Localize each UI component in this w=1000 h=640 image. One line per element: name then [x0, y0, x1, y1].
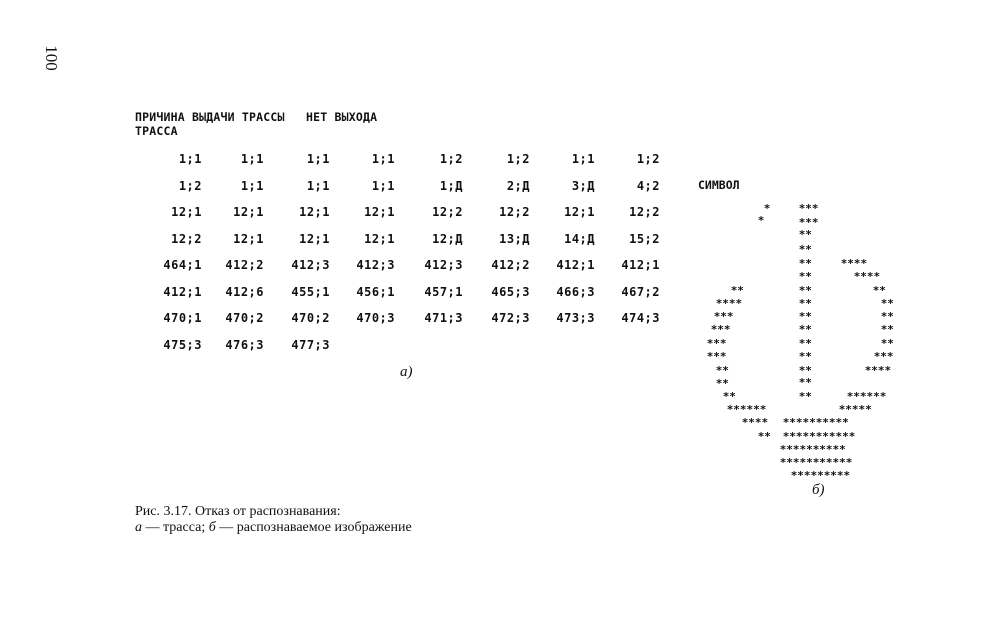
trace-cell: 470;2 — [225, 311, 264, 325]
symbol-asterisk: * — [835, 416, 843, 429]
symbol-asterisk: * — [830, 469, 837, 482]
symbol-asterisk: * — [737, 284, 744, 297]
symbol-asterisk: * — [828, 416, 836, 429]
header-trace-line: ТРАССА — [135, 124, 178, 138]
trace-cell: 474;3 — [621, 311, 660, 325]
trace-cell: 456;1 — [356, 284, 395, 299]
trace-cell: 1;2 — [506, 152, 530, 166]
symbol-asterisk: * — [723, 323, 731, 336]
trace-cell: 12;1 — [171, 205, 202, 219]
trace-cell: 12;1 — [564, 205, 595, 219]
caption-text-a: — трасса; — [142, 520, 209, 535]
symbol-asterisk: * — [832, 443, 840, 456]
trace-cell: 12;1 — [299, 231, 330, 246]
symbol-asterisk: * — [713, 337, 720, 350]
symbol-asterisk: * — [715, 377, 723, 390]
symbol-asterisk: * — [782, 416, 790, 429]
symbol-asterisk: * — [789, 416, 796, 429]
symbol-asterisk: * — [805, 297, 812, 310]
symbol-asterisk: * — [798, 257, 806, 270]
symbol-asterisk: * — [860, 270, 867, 283]
symbol-asterisk: * — [805, 284, 812, 297]
symbol-asterisk: * — [805, 350, 812, 363]
symbol-asterisk: * — [809, 430, 816, 443]
symbol-asterisk: * — [798, 323, 806, 336]
trace-cell: 472;3 — [491, 311, 530, 325]
symbol-asterisk: * — [812, 443, 820, 456]
symbol-asterisk: * — [798, 310, 806, 323]
symbol-asterisk: * — [719, 350, 727, 363]
symbol-asterisk: * — [719, 337, 727, 350]
trace-cell: 412;6 — [225, 284, 264, 299]
symbol-asterisk: * — [795, 430, 803, 443]
panel-a-label: а) — [400, 364, 413, 380]
trace-cell: 475;3 — [163, 337, 202, 352]
symbol-asterisk: * — [865, 403, 872, 416]
symbol-asterisk: * — [851, 403, 859, 416]
symbol-asterisk: * — [790, 469, 798, 482]
symbol-asterisk: * — [815, 430, 823, 443]
symbol-asterisk: * — [789, 430, 796, 443]
symbol-asterisk: * — [845, 456, 853, 469]
header-title-line: ПРИЧИНА ВЫДАЧИ ТРАССЫ НЕТ ВЫХОДА — [135, 110, 378, 124]
symbol-asterisk: * — [730, 284, 738, 297]
trace-table — [150, 146, 670, 362]
symbol-asterisk: * — [846, 390, 854, 403]
symbol-asterisk: * — [798, 364, 806, 377]
trace-cell: 412;2 — [225, 258, 264, 272]
symbol-asterisk: * — [798, 270, 806, 283]
symbol-asterisk: * — [848, 430, 856, 443]
trace-cell: 12;Д — [432, 231, 463, 246]
symbol-asterisk: * — [853, 390, 860, 403]
symbol-asterisk: * — [805, 270, 812, 283]
symbol-asterisk: * — [806, 456, 813, 469]
trace-cell: 467;2 — [621, 284, 660, 299]
symbol-asterisk: * — [722, 377, 729, 390]
trace-cell: 412;3 — [291, 258, 330, 272]
trace-cell: 1;1 — [240, 178, 264, 193]
trace-cell: 12;1 — [233, 231, 264, 246]
trace-cell: 476;3 — [225, 337, 264, 352]
trace-cell: 1;2 — [439, 152, 463, 166]
symbol-asterisk: * — [880, 337, 888, 350]
symbol-asterisk: * — [828, 430, 836, 443]
symbol-asterisk: * — [786, 443, 793, 456]
trace-cell: 465;3 — [491, 284, 530, 299]
symbol-asterisk: * — [842, 416, 849, 429]
symbol-asterisk: * — [805, 243, 812, 256]
symbol-asterisk: * — [805, 364, 812, 377]
symbol-asterisk: * — [713, 350, 720, 363]
trace-cell: 1;Д — [439, 178, 463, 193]
symbol-asterisk: * — [815, 416, 823, 429]
symbol-asterisk: * — [838, 403, 846, 416]
symbol-asterisk: * — [806, 443, 813, 456]
trace-cell: 12;2 — [432, 205, 463, 219]
symbol-asterisk: * — [726, 310, 734, 323]
symbol-asterisk: * — [880, 310, 888, 323]
trace-cell: 1;1 — [371, 152, 395, 166]
trace-cell: 12;2 — [499, 205, 530, 219]
symbol-asterisk: * — [843, 469, 851, 482]
caption-text-b: — распознаваемое изображение — [215, 520, 412, 535]
caption-title: Рис. 3.17. Отказ от распознавания: — [135, 504, 341, 519]
symbol-asterisk: * — [733, 403, 740, 416]
symbol-asterisk: * — [871, 364, 878, 377]
trace-cell: 477;3 — [291, 337, 330, 352]
symbol-title: СИМВОЛ — [698, 178, 740, 192]
symbol-asterisk: * — [802, 416, 810, 429]
symbol-asterisk: * — [803, 469, 811, 482]
symbol-asterisk: * — [805, 390, 812, 403]
symbol-asterisk: * — [884, 364, 892, 377]
trace-cell: 3;Д — [571, 178, 595, 193]
symbol-asterisk: * — [798, 350, 806, 363]
trace-cell: 12;1 — [299, 205, 330, 219]
symbol-asterisk: * — [728, 297, 736, 310]
symbol-asterisk: * — [799, 443, 807, 456]
symbol-asterisk: * — [715, 364, 723, 377]
symbol-asterisk: * — [805, 228, 812, 241]
symbol-asterisk: * — [879, 284, 886, 297]
symbol-asterisk: * — [810, 469, 818, 482]
symbol-asterisk: * — [761, 416, 769, 429]
symbol-asterisk: * — [805, 323, 812, 336]
symbol-asterisk: * — [757, 214, 765, 227]
trace-cell: 15;2 — [629, 231, 660, 246]
symbol-asterisk: * — [819, 456, 826, 469]
symbol-asterisk: * — [805, 376, 812, 389]
symbol-asterisk: * — [839, 443, 846, 456]
caption-letter-a: а — [135, 520, 142, 535]
trace-cell: 13;Д — [499, 231, 530, 246]
trace-cell: 1;1 — [178, 152, 202, 166]
symbol-asterisk: * — [798, 284, 806, 297]
symbol-asterisk: * — [798, 337, 806, 350]
trace-cell: 1;2 — [178, 178, 202, 193]
trace-cell: 471;3 — [424, 311, 463, 325]
symbol-asterisk: * — [786, 456, 793, 469]
trace-cell: 1;1 — [306, 178, 330, 193]
symbol-asterisk: * — [845, 403, 852, 416]
figure-caption — [135, 504, 412, 536]
symbol-asterisk: * — [812, 456, 820, 469]
symbol-asterisk: * — [880, 297, 888, 310]
page-number: 100 — [41, 45, 61, 71]
trace-cell: 412;1 — [556, 258, 595, 272]
trace-cell: 466;3 — [556, 284, 595, 299]
symbol-asterisk: * — [798, 216, 806, 229]
trace-cell: 412;3 — [356, 258, 395, 272]
symbol-asterisk: * — [722, 364, 729, 377]
symbol-asterisk: * — [729, 390, 736, 403]
symbol-asterisk: * — [779, 456, 787, 469]
symbol-asterisk: * — [722, 390, 730, 403]
symbol-asterisk: * — [811, 202, 819, 215]
trace-cell: 470;1 — [163, 311, 202, 325]
symbol-asterisk: * — [722, 297, 729, 310]
symbol-asterisk: * — [713, 310, 721, 323]
trace-cell: 1;1 — [371, 178, 395, 193]
symbol-asterisk: * — [880, 323, 888, 336]
symbol-asterisk: * — [805, 202, 812, 215]
trace-cell: 457;1 — [424, 284, 463, 299]
symbol-asterisk: * — [887, 337, 894, 350]
symbol-asterisk: * — [759, 403, 767, 416]
trace-cell: 470;2 — [291, 311, 330, 325]
trace-cell: 12;2 — [629, 205, 660, 219]
trace-cell: 412;2 — [491, 258, 530, 272]
symbol-asterisk: * — [799, 456, 807, 469]
trace-cell: 14;Д — [564, 231, 595, 246]
trace-cell: 1;2 — [636, 152, 660, 166]
trace-cell: 464;1 — [163, 258, 202, 272]
trace-cell: 412;3 — [424, 258, 463, 272]
symbol-asterisk: * — [779, 443, 787, 456]
trace-cell: 1;1 — [306, 152, 330, 166]
symbol-asterisk: * — [763, 202, 771, 215]
symbol-asterisk: * — [805, 310, 812, 323]
symbol-asterisk: * — [795, 416, 803, 429]
symbol-asterisk: * — [877, 364, 885, 377]
symbol-asterisk: * — [842, 430, 849, 443]
panel-b-label: б) — [812, 482, 825, 498]
symbol-asterisk: * — [805, 337, 812, 350]
trace-cell: 1;1 — [571, 152, 595, 166]
symbol-asterisk: * — [764, 430, 771, 443]
trace-cell: 2;Д — [506, 178, 530, 193]
trace-cell: 470;3 — [356, 311, 395, 325]
symbol-asterisk: * — [735, 297, 743, 310]
trace-cell: 473;3 — [556, 311, 595, 325]
symbol-asterisk: * — [872, 284, 880, 297]
symbol-asterisk: * — [887, 310, 894, 323]
printout-header — [135, 110, 377, 138]
symbol-asterisk: * — [873, 270, 881, 283]
caption-letter-b: б — [208, 520, 216, 535]
symbol-asterisk: * — [873, 390, 880, 403]
symbol-asterisk: * — [741, 416, 749, 429]
symbol-asterisk: * — [822, 416, 829, 429]
symbol-asterisk: * — [754, 416, 762, 429]
symbol-asterisk: * — [748, 416, 755, 429]
symbol-asterisk: * — [809, 416, 816, 429]
trace-cell: 12;1 — [364, 205, 395, 219]
symbol-asterisk: * — [726, 403, 734, 416]
symbol-asterisk: * — [757, 430, 765, 443]
symbol-asterisk: * — [859, 390, 867, 403]
symbol-asterisk: * — [792, 456, 800, 469]
caption-legend — [135, 520, 412, 536]
trace-cell: 412;1 — [163, 284, 202, 299]
symbol-asterisk: * — [839, 456, 846, 469]
symbol-asterisk: * — [798, 202, 806, 215]
symbol-asterisk: * — [798, 297, 806, 310]
symbol-asterisk: * — [811, 216, 819, 229]
symbol-asterisk: * — [840, 257, 848, 270]
symbol-asterisk: * — [860, 257, 868, 270]
trace-cell: 1;1 — [240, 152, 264, 166]
symbol-asterisk: * — [886, 350, 894, 363]
trace-cell: 12;1 — [233, 205, 264, 219]
symbol-asterisk: * — [873, 350, 881, 363]
symbol-asterisk: * — [825, 456, 833, 469]
symbol-asterisk: * — [720, 310, 727, 323]
symbol-asterisk: * — [836, 469, 844, 482]
symbol-asterisk: * — [853, 270, 861, 283]
symbol-asterisk: * — [805, 216, 812, 229]
symbol-asterisk: * — [822, 430, 829, 443]
symbol-asterisk: * — [798, 243, 806, 256]
symbol-asterisk: * — [825, 443, 833, 456]
symbol-asterisk: * — [835, 430, 843, 443]
symbol-asterisk: * — [798, 390, 806, 403]
symbol-asterisk: * — [819, 443, 826, 456]
symbol-asterisk: * — [866, 390, 874, 403]
symbol-asterisk: * — [798, 228, 806, 241]
symbol-asterisk: * — [715, 297, 723, 310]
symbol-asterisk: * — [880, 350, 887, 363]
trace-cell: 12;2 — [171, 231, 202, 246]
trace-cell: 412;1 — [621, 258, 660, 272]
symbol-asterisk: * — [717, 323, 724, 336]
symbol-asterisk: * — [782, 430, 790, 443]
symbol-asterisk: * — [864, 364, 872, 377]
symbol-asterisk: * — [792, 443, 800, 456]
symbol-asterisk: * — [710, 323, 718, 336]
symbol-asterisk: * — [853, 257, 861, 270]
symbol-asterisk: * — [797, 469, 804, 482]
symbol-asterisk: * — [887, 323, 894, 336]
symbol-asterisk: * — [832, 456, 840, 469]
symbol-asterisk: * — [866, 270, 874, 283]
symbol-asterisk: * — [706, 350, 714, 363]
trace-cell: 12;1 — [364, 231, 395, 246]
symbol-asterisk: * — [823, 469, 831, 482]
symbol-asterisk: * — [858, 403, 866, 416]
symbol-asterisk: * — [879, 390, 887, 403]
symbol-asterisk: * — [753, 403, 760, 416]
symbol-asterisk: * — [798, 376, 806, 389]
trace-cell: 4;2 — [636, 178, 660, 193]
symbol-asterisk: * — [805, 257, 812, 270]
symbol-asterisk: * — [739, 403, 747, 416]
symbol-asterisk: * — [847, 257, 854, 270]
symbol-asterisk: * — [817, 469, 824, 482]
symbol-asterisk: * — [746, 403, 754, 416]
symbol-asterisk: * — [887, 297, 894, 310]
symbol-asterisk: * — [802, 430, 810, 443]
symbol-asterisk: * — [706, 337, 714, 350]
trace-cell: 455;1 — [291, 284, 330, 299]
